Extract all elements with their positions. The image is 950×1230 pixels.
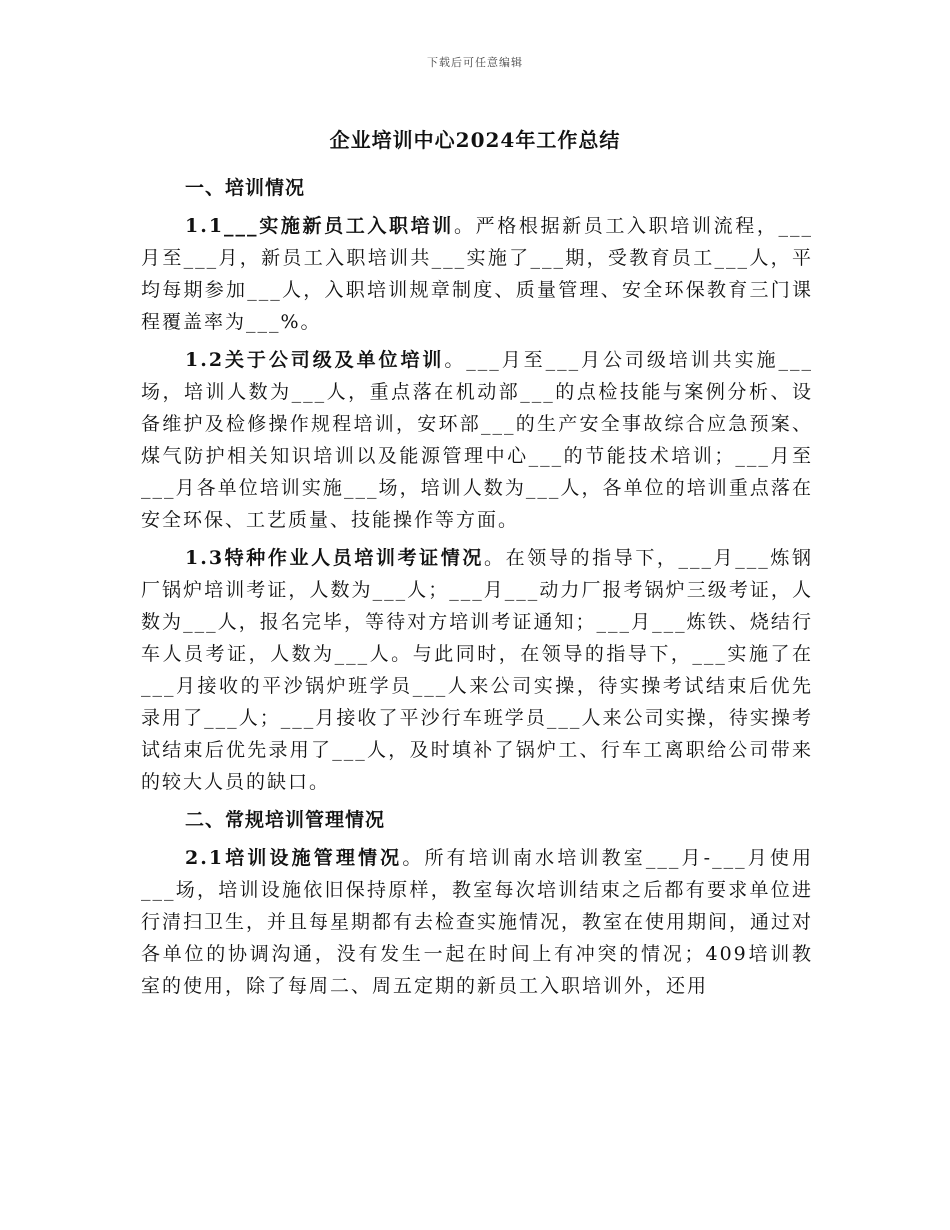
- paragraph-lead: 1.2关于公司级及单位培训: [185, 349, 445, 371]
- paragraph-1-2: [141, 344, 813, 536]
- paragraph-text: 。所有培训南水培训教室___月-___月使用___场，培训设施依旧保持原样，教室每次培训结束之后都有要求单位进行清扫卫生，并且每星期都有去检查实施情况，教室在使用期间，通过对各单位的协调沟通，没有发生一起在时间上有冲突的情况；409培训教室的使用，除了每周二、周五定期的新员工入职培训外，还用: [141, 847, 814, 997]
- header-note: 下载后可任意编辑: [427, 56, 523, 69]
- paragraph-lead: 2.1培训设施管理情况: [185, 847, 403, 869]
- paragraph-lead: 1.1___实施新员工入职培训: [185, 215, 454, 237]
- paragraph-text: 。严格根据新员工入职培训流程，___月至___月，新员工入职培训共___实施了___期，受教育员工___人，平均每期参加___人，入职培训规章制度、质量管理、安全环保教育三门课程覆盖率为___%。: [141, 215, 813, 333]
- paragraph-1-1: [141, 210, 813, 338]
- paragraph-text: 。在领导的指导下，___月___炼钢厂锅炉培训考证，人数为___人；___月___动力厂报考锅炉三级考证，人数为___人，报名完毕，等待对方培训考证通知；___月___炼铁、烧结行车人员考证，人数为___人。与此同时，在领导的指导下，___实施了在___月接收的平沙锅炉班学员___人来公司实操，待实操考试结束后优先录用了___人；___月接收了平沙行车班学员___人来公司实操，待实操考试结束后优先录用了___人，及时填补了锅炉工、行车工离职给公司带来的较大人员的缺口。: [141, 547, 813, 793]
- document-title: 企业培训中心2024年工作总结: [329, 128, 621, 152]
- section-heading-routine-management: 二、常规培训管理情况: [185, 809, 386, 831]
- document-body: [141, 172, 813, 1008]
- section-heading-training: 一、培训情况: [185, 177, 306, 199]
- paragraph-text: 。___月至___月公司级培训共实施___场，培训人数为___人，重点落在机动部___的点检技能与案例分析、设备维护及检修操作规程培训，安环部___的生产安全事故综合应急预案、煤气防护相关知识培训以及能源管理中心___的节能技术培训；___月至___月各单位培训实施___场，培训人数为___人，各单位的培训重点落在安全环保、工艺质量、技能操作等方面。: [141, 349, 813, 531]
- paragraph-lead: 1.3特种作业人员培训考证情况: [185, 547, 485, 569]
- paragraph-2-1: [141, 842, 813, 1002]
- paragraph-1-3: [141, 542, 813, 798]
